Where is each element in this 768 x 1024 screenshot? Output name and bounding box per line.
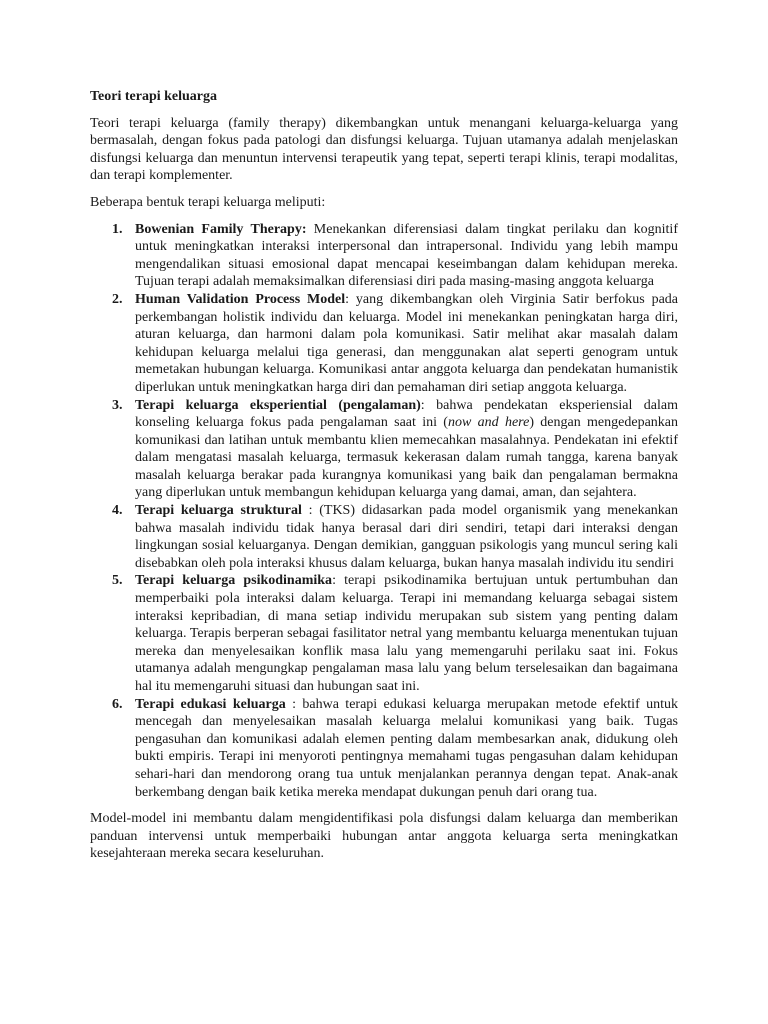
list-text: : terapi psikodinamika bertujuan untuk pertumbuhan dan memperbaiki pola interaksi dalam keluarga. Terapi ini memandang keluarga sebagai sistem interaksi kepribadian, di mana setiap individu merupakan sub sistem yang penting dalam keluarga. Terapis berperan sebagai fasilitator netral yang membantu keluarga menentukan tujuan mereka dan menyelesaikan konflik masa lalu yang memengaruhi perilaku saat ini. Fokus utamanya adalah mengungkap pengalaman masa lalu yang belum terselesaikan dan bagaimana hal itu memengaruhi situasi dan hubungan saat ini. — [135, 573, 678, 694]
intro-paragraph: Teori terapi keluarga (family therapy) dikembangkan untuk menangani keluarga-keluarga yang bermasalah, dengan fokus pada patologi dan disfungsi keluarga. Tujuan utamanya adalah menjelaskan disfungsi keluarga dan menuntun intervensi terapeutik yang tepat, seperti terapi klinis, terapi modalitas, dan terapi komplementer. — [90, 115, 678, 184]
list-item — [90, 397, 678, 503]
list-text: : (TKS) didasarkan pada model organismik yang menekankan bahwa masalah individu tidak hanya berasal dari diri sendiri, tetapi dari interaksi dengan lingkungan sosial keluarganya. Dengan demikian, gangguan psikologis yang muncul sering kali disebabkan oleh pola interaksi khusus dalam keluarga, bukan hanya masalah individu itu sendiri — [135, 503, 678, 571]
list-text: : yang dikembangkan oleh Virginia Satir berfokus pada perkembangan holistik individu dan keluarga. Model ini menekankan peningkatan harga diri, aturan keluarga, dan harmoni dalam pola komunikasi. Satir melihat akar masalah dalam kehidupan keluarga melalui tiga generasi, dan menggunakan alat seperti genogram untuk memetakan hubungan keluarga. Komunikasi antar anggota keluarga dan pendekatan humanistik diperlukan untuk meningkatkan harga diri dan pemahaman diri setiap anggota keluarga. — [135, 291, 678, 395]
list-text: : bahwa pendekatan eksperiensial dalam konseling keluarga fokus pada pengalaman saat ini ( — [135, 397, 678, 431]
list-term: Terapi edukasi keluarga — [135, 696, 286, 712]
list-number: 5. — [112, 573, 123, 589]
document-page — [90, 88, 678, 872]
list-item — [90, 291, 678, 397]
document-title: Teori terapi keluarga — [90, 89, 218, 104]
list-number: 6. — [112, 696, 123, 712]
conclusion-paragraph: Model-model ini membantu dalam mengidentifikasi pola disfungsi dalam keluarga dan memberikan panduan intervensi untuk memperbaiki hubungan antar anggota keluarga serta meningkatkan kesejahteraan mereka secara keseluruhan. — [90, 811, 678, 862]
list-intro: Beberapa bentuk terapi keluarga meliputi: — [90, 194, 326, 210]
list-number: 1. — [112, 221, 123, 237]
list-number: 3. — [112, 397, 123, 413]
list-item — [90, 502, 678, 572]
list-text: : bahwa terapi edukasi keluarga merupakan metode efektif untuk mencegah dan menyelesaikan masalah keluarga melalui komunikasi yang baik. Tugas pengasuhan dan komunikasi adalah elemen penting dalam membesarkan anak, didukung oleh bukti empiris. Terapi ini menyoroti pentingnya memahami tugas pengasuhan dalam kehidupan sehari-hari dan mendorong orang tua untuk menjalankan perannya dengan tepat. Anak-anak berkembang dengan baik ketika mereka mendapat dukungan penuh dari orang tua. — [135, 696, 678, 800]
list-number: 2. — [112, 291, 123, 307]
list-term: Human Validation Process Model — [135, 291, 346, 307]
list-text-after: ) dengan mengedepankan komunikasi dan latihan untuk membantu klien memecahkan masalahnya. Pendekatan ini efektif dalam mengatasi masalah keluarga, termasuk kekerasan dalam rumah tangga, karena banyak masalah keluarga berakar pada kurangnya komunikasi yang baik dan pengalaman bermakna yang diperlukan untuk membangun kehidupan keluarga yang damai, aman, dan sejahtera. — [135, 415, 678, 501]
therapy-list — [90, 221, 678, 802]
list-emphasis: now and here — [447, 415, 530, 431]
list-item — [90, 572, 678, 695]
list-term: Terapi keluarga struktural — [135, 503, 302, 519]
list-text: Menekankan diferensiasi dalam tingkat perilaku dan kognitif untuk meningkatkan interaksi interpersonal dan intrapersonal. Individu yang lebih mampu mengendalikan situasi emosional dapat mencapai keseimbangan dalam kehidupan mereka. Tujuan terapi adalah memaksimalkan diferensiasi diri pada masing-masing anggota keluarga — [135, 221, 678, 290]
list-term: Terapi keluarga eksperiential (pengalaman) — [135, 397, 421, 413]
list-item — [90, 696, 678, 802]
list-term: Terapi keluarga psikodinamika — [135, 573, 333, 589]
list-number: 4. — [112, 503, 123, 519]
list-item — [90, 221, 678, 291]
list-term: Bowenian Family Therapy: — [135, 221, 307, 237]
